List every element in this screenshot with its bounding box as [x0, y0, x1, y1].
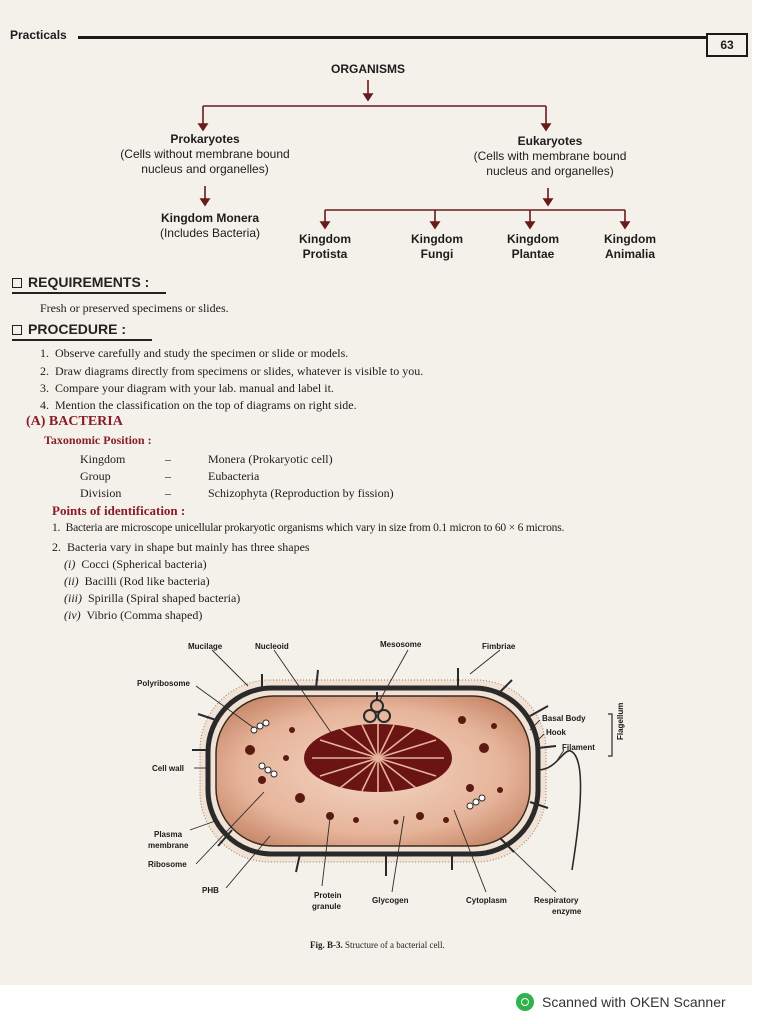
checkbox-square-icon [12, 278, 22, 288]
figure-caption-number: Fig. B-3. [310, 940, 343, 950]
label-respiratory-2: enzyme [552, 907, 582, 916]
kingdom-plantae-line1: Kingdom [507, 232, 559, 246]
eukaryotes-title: Eukaryotes [517, 134, 583, 148]
kingdom-protista-line2: Protista [302, 247, 348, 261]
label-hook: Hook [546, 728, 566, 737]
point-item [52, 540, 310, 555]
point-num: 1. [52, 522, 61, 534]
shape-text: Bacilli (Rod like bacteria) [84, 574, 210, 588]
label-protein-granule-1: Protein [314, 891, 342, 900]
procedure-heading [12, 321, 126, 337]
label-protein-granule-2: granule [312, 902, 341, 911]
taxonomy-value-group: Eubacteria [208, 469, 260, 483]
checkbox-square-icon [12, 325, 22, 335]
requirements-underline [12, 292, 166, 294]
tree-kingdom-plantae [498, 232, 568, 262]
scanner-watermark [516, 990, 726, 1014]
label-fimbriae: Fimbriae [482, 642, 516, 651]
page-number: 63 [706, 33, 748, 57]
shape-num: (iv) [64, 608, 81, 622]
monera-title: Kingdom Monera [161, 211, 259, 225]
kingdom-protista-line1: Kingdom [299, 232, 351, 246]
label-cytoplasm: Cytoplasm [466, 896, 507, 905]
step-text: Mention the classification on the top of diagrams on right side. [55, 398, 357, 412]
oken-scanner-logo-icon [516, 993, 534, 1011]
point-item [52, 522, 564, 534]
tree-kingdom-monera [140, 211, 280, 241]
point-text: Bacteria vary in shape but mainly has three shapes [67, 540, 310, 554]
label-basal-body: Basal Body [542, 714, 586, 723]
flagellum [538, 751, 581, 870]
figure-caption [310, 940, 445, 950]
shape-item [64, 557, 207, 572]
tree-kingdom-fungi [402, 232, 472, 262]
label-respiratory-1: Respiratory [534, 896, 579, 905]
kingdom-animalia-line1: Kingdom [604, 232, 656, 246]
taxonomic-position-heading: Taxonomic Position : [44, 433, 152, 447]
procedure-step [40, 346, 348, 361]
eukaryotes-desc-2: nucleus and organelles) [486, 164, 614, 178]
taxonomy-rank-division: Division [80, 486, 122, 500]
step-text: Draw diagrams directly from specimens or slides, whatever is visible to you. [55, 364, 424, 378]
taxonomy-dash: – [165, 486, 171, 500]
eukaryotes-desc-1: (Cells with membrane bound [473, 149, 627, 163]
label-flagellum: Flagellum [616, 702, 625, 740]
tree-kingdom-animalia [592, 232, 668, 262]
step-text: Compare your diagram with your lab. manual and label it. [55, 381, 334, 395]
shape-text: Vibrio (Comma shaped) [86, 608, 203, 622]
figure-caption-text: Structure of a bacterial cell. [345, 940, 445, 950]
shape-num: (iii) [64, 591, 82, 605]
label-nucleoid: Nucleoid [255, 642, 289, 651]
kingdom-fungi-line1: Kingdom [411, 232, 463, 246]
flagellum-bracket [608, 714, 612, 756]
scanner-text: Scanned with OKEN Scanner [542, 994, 726, 1010]
tree-eukaryotes [440, 134, 660, 179]
requirements-heading-text: REQUIREMENTS : [28, 274, 150, 290]
requirements-text: Fresh or preserved specimens or slides. [40, 301, 229, 315]
procedure-underline [12, 339, 152, 341]
tree-root-organisms: ORGANISMS [330, 62, 405, 76]
prokaryotes-desc-2: nucleus and organelles) [141, 162, 269, 176]
prokaryotes-desc-1: (Cells without membrane bound [120, 147, 290, 161]
label-polyribosome: Polyribosome [137, 679, 190, 688]
label-mesosome: Mesosome [380, 640, 422, 649]
step-num: 2. [40, 364, 49, 378]
label-cell-wall: Cell wall [152, 764, 185, 773]
step-num: 3. [40, 381, 49, 395]
requirements-heading [12, 274, 149, 290]
step-num: 4. [40, 398, 49, 412]
procedure-step [40, 398, 357, 413]
label-plasma-membrane-2: membrane [148, 841, 189, 850]
label-ribosome: Ribosome [148, 860, 187, 869]
bacterial-cell-diagram [0, 630, 768, 920]
shape-item [64, 574, 210, 589]
shape-item [64, 591, 240, 606]
bacteria-heading: (A) BACTERIA [26, 414, 123, 429]
taxonomy-dash: – [165, 452, 171, 466]
taxonomy-rank-kingdom: Kingdom [80, 452, 126, 466]
shape-num: (ii) [64, 574, 79, 588]
step-text: Observe carefully and study the specimen or slide or models. [55, 346, 349, 360]
shape-text: Spirilla (Spiral shaped bacteria) [88, 591, 241, 605]
label-filament: Filament [562, 743, 595, 752]
procedure-step [40, 381, 334, 396]
tree-prokaryotes [90, 132, 320, 177]
shape-item [64, 608, 202, 623]
taxonomy-value-kingdom: Monera (Prokaryotic cell) [208, 452, 333, 466]
label-phb: PHB [202, 886, 219, 895]
procedure-step [40, 364, 423, 379]
step-num: 1. [40, 346, 49, 360]
label-glycogen: Glycogen [372, 896, 409, 905]
shape-num: (i) [64, 557, 76, 571]
points-heading: Points of identification : [52, 503, 186, 518]
point-num: 2. [52, 540, 61, 554]
label-plasma-membrane-1: Plasma [154, 830, 183, 839]
shape-text: Cocci (Spherical bacteria) [81, 557, 207, 571]
procedure-heading-text: PROCEDURE : [28, 321, 127, 337]
monera-desc: (Includes Bacteria) [159, 226, 261, 240]
header-section-title: Practicals [10, 28, 67, 42]
prokaryotes-title: Prokaryotes [170, 132, 240, 146]
kingdom-fungi-line2: Fungi [420, 247, 454, 261]
taxonomy-value-division: Schizophyta (Reproduction by fission) [208, 486, 394, 500]
point-text: Bacteria are microscope unicellular prokaryotic organisms which vary in size from 0.1 micron to 60 × 6 microns. [65, 522, 565, 534]
kingdom-animalia-line2: Animalia [604, 247, 655, 261]
label-mucilage: Mucilage [188, 642, 223, 651]
kingdom-plantae-line2: Plantae [511, 247, 555, 261]
taxonomy-dash: – [165, 469, 171, 483]
taxonomy-rank-group: Group [80, 469, 111, 483]
tree-kingdom-protista [290, 232, 360, 262]
